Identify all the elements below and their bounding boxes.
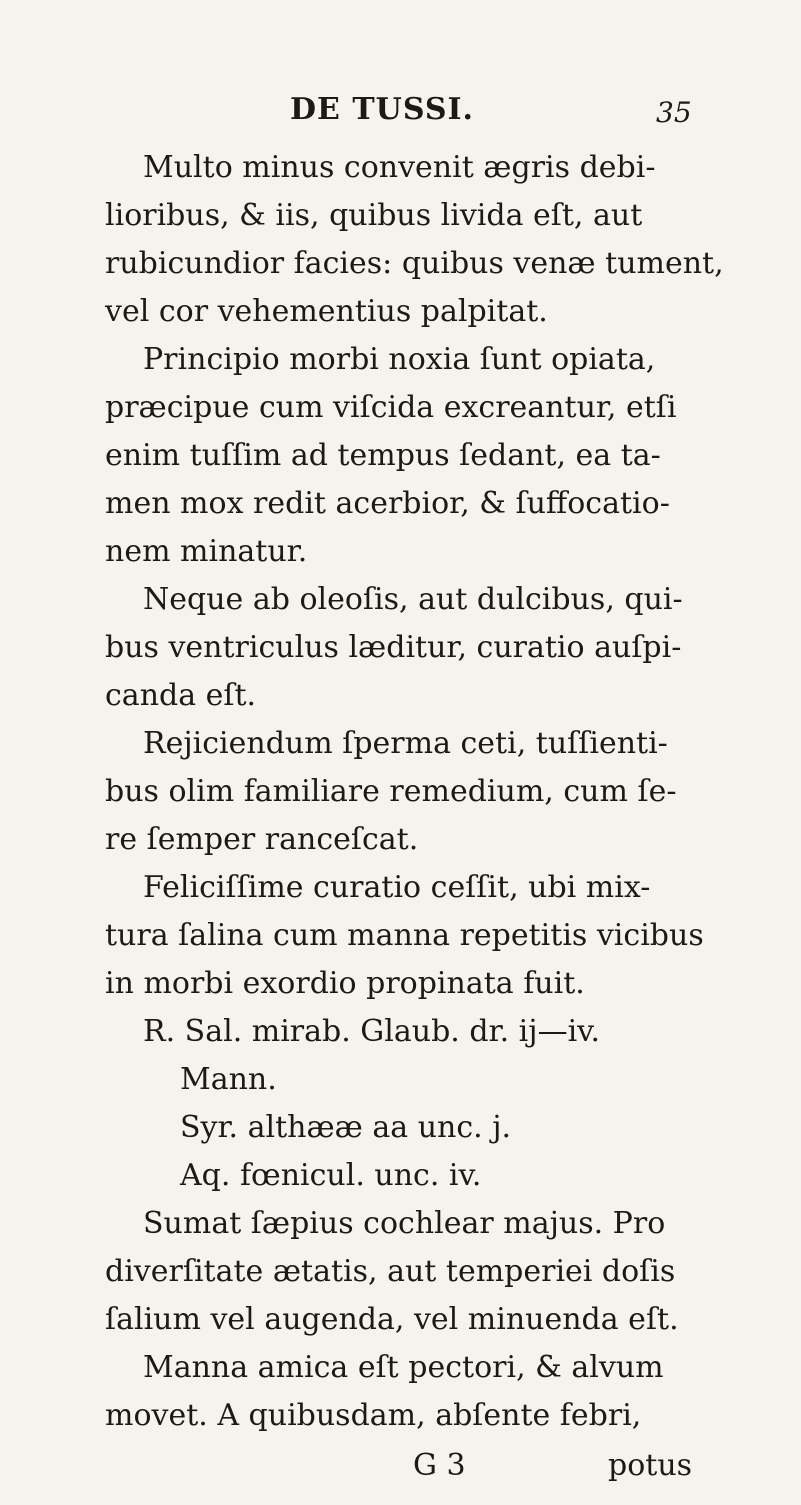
text-line: Neque ab oleoſis, aut dulcibus, qui- <box>143 582 683 617</box>
text-line: diverſitate ætatis, aut temperiei doſis <box>105 1254 676 1289</box>
prescription-line: Aq. fœnicul. unc. iv. <box>180 1158 482 1193</box>
text-line: præcipue cum viſcida excreantur, etſi <box>105 390 677 425</box>
text-line: movet. A quibusdam, abſente febri, <box>105 1398 642 1433</box>
text-line: rubicundior facies: quibus venæ tument, <box>105 246 724 281</box>
signature-mark: G 3 <box>413 1448 466 1483</box>
prescription-line: R. Sal. mirab. Glaub. dr. ij—iv. <box>143 1014 601 1049</box>
prescription-line: Syr. althææ aa unc. j. <box>180 1110 512 1145</box>
page-number: 35 <box>656 96 692 129</box>
text-line: Sumat ſæpius cochlear majus. Pro <box>143 1206 666 1241</box>
catchword: potus <box>608 1448 693 1483</box>
prescription-line: Mann. <box>180 1062 277 1097</box>
text-line: Principio morbi noxia ſunt opiata, <box>143 342 656 377</box>
text-line: in morbi exordio propinata fuit. <box>105 966 585 1001</box>
text-line: canda eſt. <box>105 678 257 713</box>
text-line: ſalium vel augenda, vel minuenda eſt. <box>105 1302 679 1337</box>
running-title: DE TUSSI. <box>290 92 474 127</box>
page-header <box>0 92 801 132</box>
text-line: vel cor vehementius palpitat. <box>105 294 548 329</box>
text-line: lioribus, & iis, quibus livida eſt, aut <box>105 198 643 233</box>
text-line: bus ventriculus læditur, curatio auſpi- <box>105 630 682 665</box>
text-line: Manna amica eſt pectori, & alvum <box>143 1350 664 1385</box>
text-line: tura ſalina cum manna repetitis vicibus <box>105 918 704 953</box>
text-line: re ſemper ranceſcat. <box>105 822 419 857</box>
text-line: bus olim familiare remedium, cum ſe- <box>105 774 677 809</box>
text-line: enim tuſſim ad tempus ſedant, ea ta- <box>105 438 661 473</box>
text-line: Multo minus convenit ægris debi- <box>143 150 656 185</box>
text-line: men mox redit acerbior, & ſuffocatio- <box>105 486 670 521</box>
text-line: Rejiciendum ſperma ceti, tuſſienti- <box>143 726 668 761</box>
text-line: nem minatur. <box>105 534 308 569</box>
text-line: Feliciſſime curatio ceſſit, ubi mix- <box>143 870 651 905</box>
